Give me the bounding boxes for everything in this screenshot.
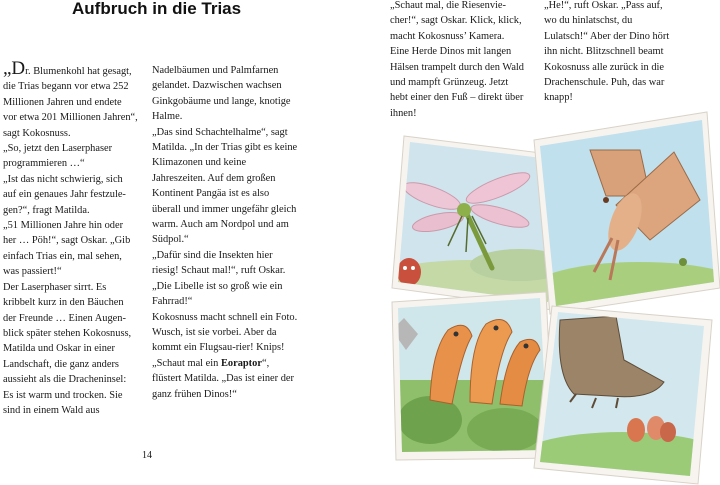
paragraph: Nadelbäumen und Palmfarnen gelandet. Dazwischen wachsen Ginkgobäume und lange, knotige Halme. [152, 65, 291, 123]
paragraph: „Dafür sind die Insekten hier riesig! Schaut mal!“, ruft Oskar. „Die Libelle ist so groß wie ein Fahrrad!“ [152, 249, 286, 308]
paragraph: Kokosnuss macht schnell ein Foto. Wusch, ist sie vorbei. Aber da kommt ein Flugsau-rier! Knips! [152, 311, 298, 354]
photo-long-necked-dinos [390, 290, 560, 460]
drop-cap: „D [3, 58, 26, 79]
paragraph-text: r. Blumenkohl hat gesagt, die Trias begann vor etwa 252 Millionen Jahren und endete vor etwa 201 Millionen Jahren“, sagt Kokosnuss. [3, 66, 138, 139]
paragraph: „He!“, ruft Oskar. „Pass auf, wo du hinlatschst, du Lulatsch!“ Aber der Dino hört ihn nicht. Blitzschnell beamt Kokosnuss alle zurück in die Drachenschule. Puh, das war knapp! [544, 0, 670, 104]
paragraph: „Das sind Schachtelhalme“, sagt Matilda. „In der Trias gibt es keine Klimazonen und keine Jahreszeiten. Auf dem großen Kontinent Pangäa ist es also überall und immer ungefähr gleich warm. Auch am Nordpol und am Südpol.“ [152, 126, 298, 246]
paragraph-text: “, flüstert Matilda. „Das ist einer der ganz frühen Dinos!“ [152, 357, 294, 400]
page-number: 14 [142, 450, 152, 461]
paragraph: „Ist das nicht schwierig, sich auf ein genaues Jahr festzule-gen?“, fragt Matilda. [3, 173, 126, 216]
paragraph: „51 Millionen Jahre hin oder her … Pöh!“, sagt Oskar. „Gib einfach Trias ein, mal sehen, was passiert!“ [3, 220, 131, 278]
paragraph: Der Laserphaser sirrt. Es kribbelt kurz in den Bäuchen der Freunde … Einen Augen-blick später stehen Kokosnuss, Matilda und Oskar in einer Landschaft, die ganz anders aussieht als die Dracheninsel: Es ist warm und trocken. Sie sind in einem Wald aus [3, 281, 132, 416]
photo-pterosaur [530, 110, 720, 318]
paragraph: „Schaut mal, die Riesenvie-cher!“, sagt Oskar. Klick, klick, macht Kokosnuss’ Kamera. Eine Herde Dinos mit langen Hälsen trampelt durch den Wald und mampft Grünzeug. Jetzt hebt einer den Fuß – direkt über ihnen! [390, 0, 525, 119]
bold-term: Eoraptor [220, 357, 262, 369]
paragraph-text: „Schaut mal ein [152, 357, 221, 369]
red-creature-icon [397, 258, 421, 286]
chapter-title: Aufbruch in die Trias [72, 0, 242, 18]
paragraph: „So, jetzt den Laserphaser programmieren …“ [3, 143, 113, 170]
